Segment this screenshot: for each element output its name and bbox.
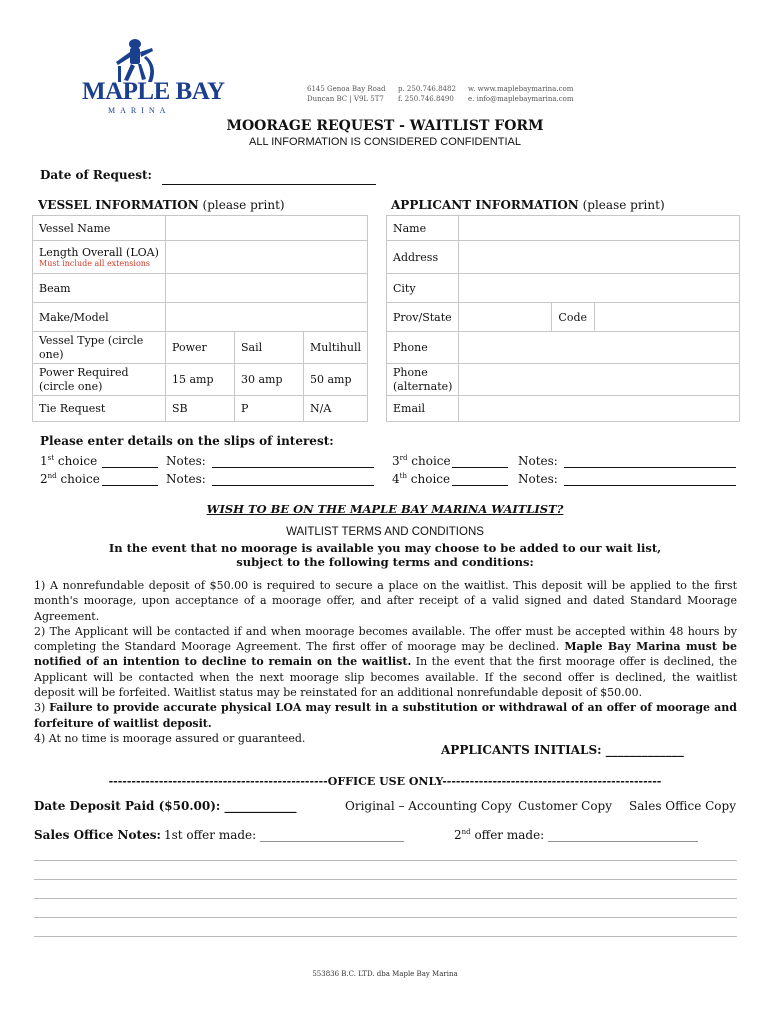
first-offer-made[interactable]: 1st offer made: ________________________ bbox=[164, 828, 405, 842]
phone-number: p. 250.746.8482 bbox=[398, 85, 456, 93]
footer-company: 553836 B.C. LTD. dba Maple Bay Marina bbox=[312, 970, 458, 978]
date-of-request-field[interactable] bbox=[162, 184, 376, 185]
office-use-divider: ------------------------------------------------OFFICE USE ONLY------------------------------------------------ bbox=[108, 775, 662, 788]
terms-intro-line-2: subject to the following terms and conditions: bbox=[236, 555, 534, 569]
tie-request-label: Tie Request bbox=[33, 396, 166, 422]
term-2-part-a: 2) The Applicant will be contacted if and when moorage becomes available. The offer must be accepted within 48 hours by completing the Standard Moorage Agreement. The first offer of moorage may be declined. bbox=[34, 624, 737, 654]
applicant-email-field[interactable] bbox=[459, 396, 740, 422]
notes-line-3[interactable] bbox=[34, 898, 737, 899]
second-choice-text: choice bbox=[56, 472, 100, 486]
tie-na[interactable]: N/A bbox=[303, 396, 367, 422]
applicant-code-label: Code bbox=[552, 303, 595, 332]
second-offer-made[interactable] bbox=[454, 828, 698, 842]
applicant-heading-text: APPLICANT INFORMATION bbox=[391, 198, 579, 212]
waitlist-question: WISH TO BE ON THE MAPLE BAY MARINA WAITLIST? bbox=[206, 502, 564, 516]
vessel-info-heading bbox=[38, 198, 285, 212]
applicant-address-label: Address bbox=[387, 241, 459, 274]
third-choice-num: 3 bbox=[392, 454, 400, 468]
third-notes-label: Notes: bbox=[518, 454, 558, 468]
applicant-city-label: City bbox=[387, 274, 459, 303]
fourth-choice-field[interactable] bbox=[452, 485, 508, 486]
applicant-email-label: Email bbox=[387, 396, 459, 422]
second-choice-field[interactable] bbox=[102, 485, 158, 486]
loa-field[interactable] bbox=[165, 241, 367, 274]
term-3 bbox=[34, 700, 737, 731]
contact-web bbox=[468, 84, 574, 104]
make-model-label: Make/Model bbox=[33, 303, 166, 332]
power-required-label: Power Required (circle one) bbox=[33, 364, 166, 396]
second-offer-num: 2 bbox=[454, 828, 462, 842]
logo-text: MAPLE BAY bbox=[82, 78, 225, 105]
date-of-request-label: Date of Request: bbox=[40, 168, 152, 182]
make-model-field[interactable] bbox=[165, 303, 367, 332]
loa-label-cell bbox=[33, 241, 166, 274]
address-line-1: 6145 Genoa Bay Road bbox=[307, 85, 386, 93]
sales-office-notes-label: Sales Office Notes: bbox=[34, 828, 161, 842]
third-choice-field[interactable] bbox=[452, 467, 508, 468]
applicant-phone-field[interactable] bbox=[459, 332, 740, 364]
fax-number: f. 250.746.8490 bbox=[398, 95, 454, 103]
notes-line-4[interactable] bbox=[34, 917, 737, 918]
applicant-prov-field[interactable] bbox=[459, 303, 552, 332]
applicant-name-field[interactable] bbox=[459, 216, 740, 241]
third-choice-text: choice bbox=[407, 454, 451, 468]
vessel-type-sail[interactable]: Sail bbox=[234, 332, 303, 364]
vessel-info-table bbox=[32, 215, 368, 422]
notes-line-5[interactable] bbox=[34, 936, 737, 937]
email-link[interactable]: e. info@maplebaymarina.com bbox=[468, 95, 574, 103]
loa-label: Length Overall (LOA) bbox=[39, 246, 159, 259]
vessel-type-multihull[interactable]: Multihull bbox=[303, 332, 367, 364]
applicant-phone-label: Phone bbox=[387, 332, 459, 364]
second-choice-label bbox=[40, 472, 100, 486]
first-choice-label bbox=[40, 454, 97, 468]
second-notes-label: Notes: bbox=[166, 472, 206, 486]
website-link[interactable]: w. www.maplebaymarina.com bbox=[468, 85, 574, 93]
term-2 bbox=[34, 624, 737, 700]
third-notes-field[interactable] bbox=[564, 467, 736, 468]
term-2-part-c: In the event that the first moorage offer is declined, the Applicant will be contacted when the next moorage slip becomes available. If the second offer is declined, the waitlist deposit will be forfeited. Waitlist status may be reinstated for an additional nonrefundable deposit of $50.00. bbox=[34, 655, 737, 700]
address-line-2: Duncan BC | V9L 5T7 bbox=[307, 95, 384, 103]
page-title: MOORAGE REQUEST - WAITLIST FORM bbox=[226, 118, 544, 134]
term-3-num: 3) bbox=[34, 701, 50, 715]
applicant-info-heading bbox=[391, 198, 665, 212]
company-logo bbox=[80, 36, 225, 120]
first-choice-text: choice bbox=[54, 454, 98, 468]
term-1: 1) A nonrefundable deposit of $50.00 is required to secure a place on the waitlist. This deposit will be applied to the first month's moorage, upon acceptance of a moorage offer, and after receipt of a valid signed and dated Standard Moorage Agreement. bbox=[34, 579, 737, 623]
terms-heading: WAITLIST TERMS AND CONDITIONS bbox=[286, 526, 484, 538]
beam-label: Beam bbox=[33, 274, 166, 303]
date-deposit-paid[interactable]: Date Deposit Paid ($50.00): ____________ bbox=[34, 799, 297, 813]
applicant-code-field[interactable] bbox=[595, 303, 740, 332]
applicant-phone-alt-field[interactable] bbox=[459, 364, 740, 396]
power-15-amp[interactable]: 15 amp bbox=[165, 364, 234, 396]
fourth-choice-label bbox=[392, 472, 450, 486]
contact-phone bbox=[398, 84, 456, 104]
tie-p[interactable]: P bbox=[234, 396, 303, 422]
first-choice-sup: st bbox=[47, 454, 55, 462]
applicant-phone-alt-label: Phone (alternate) bbox=[387, 364, 459, 396]
vessel-name-field[interactable] bbox=[165, 216, 367, 241]
fourth-notes-field[interactable] bbox=[564, 485, 736, 486]
third-choice-sup: rd bbox=[399, 454, 408, 462]
logo-subtext: MARINA bbox=[108, 106, 171, 115]
second-choice-num: 2 bbox=[40, 472, 48, 486]
terms-intro-line-1: In the event that no moorage is available you may choose to be added to our wait list, bbox=[108, 541, 662, 555]
applicant-initials[interactable]: APPLICANTS INITIALS: _____________ bbox=[441, 743, 684, 757]
applicant-heading-note: (please print) bbox=[582, 198, 665, 212]
vessel-heading-note: (please print) bbox=[202, 198, 285, 212]
notes-line-1[interactable] bbox=[34, 860, 737, 861]
term-3-emphasis: Failure to provide accurate physical LOA may result in a substitution or withdrawal of an offer of moorage and forfeiture of waitlist deposit. bbox=[34, 701, 737, 730]
vessel-type-label: Vessel Type (circle one) bbox=[33, 332, 166, 364]
contact-address bbox=[307, 84, 386, 104]
first-choice-num: 1 bbox=[40, 454, 48, 468]
vessel-type-power[interactable]: Power bbox=[165, 332, 234, 364]
notes-line-2[interactable] bbox=[34, 879, 737, 880]
term-4: 4) At no time is moorage assured or guaranteed. bbox=[34, 731, 306, 745]
copy-customer: Customer Copy bbox=[518, 799, 613, 813]
second-choice-sup: nd bbox=[47, 472, 57, 480]
fourth-notes-label: Notes: bbox=[518, 472, 558, 486]
terms-body bbox=[34, 578, 737, 746]
copy-accounting: Original – Accounting Copy bbox=[345, 799, 512, 813]
slips-heading: Please enter details on the slips of interest: bbox=[40, 434, 334, 448]
second-offer-sup: nd bbox=[461, 828, 471, 836]
first-notes-label: Notes: bbox=[166, 454, 206, 468]
term-2-emphasis: Maple Bay Marina must be notified of an intention to decline to remain on the waitlist. bbox=[34, 640, 738, 669]
vessel-name-label: Vessel Name bbox=[33, 216, 166, 241]
fourth-choice-text: choice bbox=[406, 472, 451, 486]
second-notes-field[interactable] bbox=[212, 485, 374, 486]
third-choice-label bbox=[392, 454, 451, 468]
loa-note: Must include all extensions bbox=[39, 259, 151, 268]
applicant-city-field[interactable] bbox=[459, 274, 740, 303]
applicant-prov-label: Prov/State bbox=[387, 303, 459, 332]
second-offer-text: offer made: _________________________ bbox=[470, 828, 699, 842]
applicant-address-field[interactable] bbox=[459, 241, 740, 274]
first-choice-field[interactable] bbox=[102, 467, 158, 468]
fourth-choice-num: 4 bbox=[392, 472, 400, 486]
copy-sales-office: Sales Office Copy bbox=[629, 799, 736, 813]
first-notes-field[interactable] bbox=[212, 467, 374, 468]
applicant-name-label: Name bbox=[387, 216, 459, 241]
tie-sb[interactable]: SB bbox=[165, 396, 234, 422]
power-50-amp[interactable]: 50 amp bbox=[303, 364, 367, 396]
beam-field[interactable] bbox=[165, 274, 367, 303]
applicant-info-table bbox=[386, 215, 740, 422]
page-subtitle: ALL INFORMATION IS CONSIDERED CONFIDENTIAL bbox=[249, 136, 521, 148]
fourth-choice-sup: th bbox=[399, 472, 407, 480]
power-30-amp[interactable]: 30 amp bbox=[234, 364, 303, 396]
vessel-heading-text: VESSEL INFORMATION bbox=[38, 198, 199, 212]
